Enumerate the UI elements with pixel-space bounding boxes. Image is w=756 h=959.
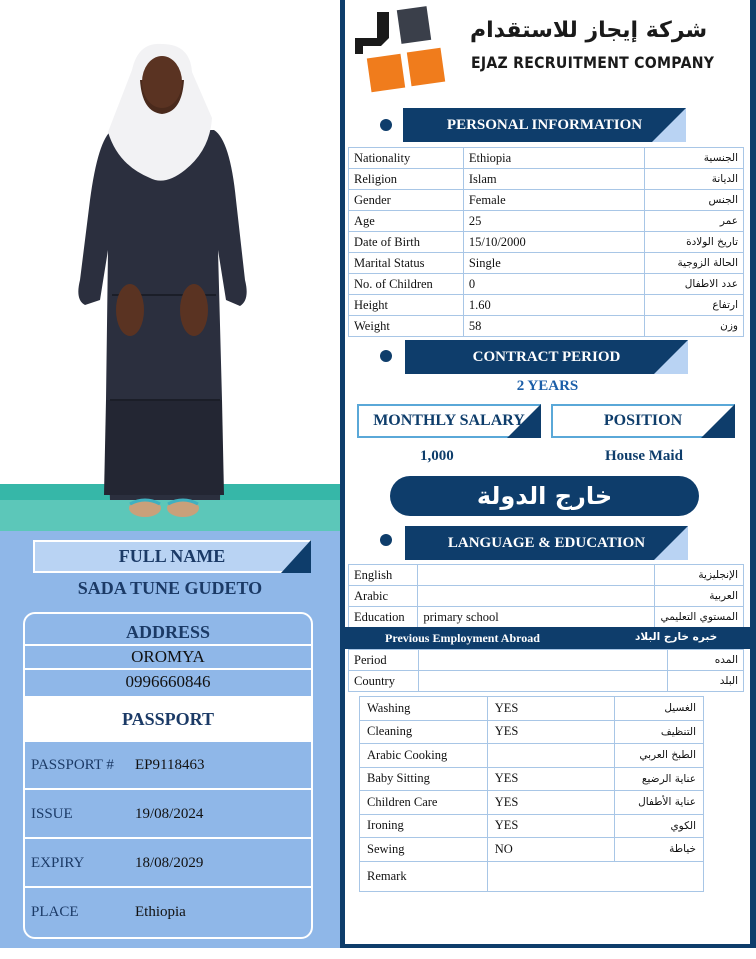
previous-employment-label: Previous Employment Abroad — [385, 631, 540, 645]
row-value — [418, 650, 667, 671]
contract-period-heading — [405, 340, 688, 374]
table-row — [349, 253, 744, 274]
table-row — [349, 232, 744, 253]
skill-label-arabic: الكوي — [615, 814, 704, 838]
row-label: Education — [349, 607, 418, 628]
row-value: Ethiopia — [463, 148, 644, 169]
passport-place-label: PLACE — [31, 903, 79, 920]
row-label: Arabic — [349, 586, 418, 607]
table-row — [349, 190, 744, 211]
previous-employment-label-arabic: خبره خارج البلاد — [635, 631, 718, 643]
bottom-border — [340, 944, 756, 948]
skill-label: Washing — [360, 697, 488, 721]
skill-label-arabic: عناية الرضيع — [615, 767, 704, 791]
row-label: Nationality — [349, 148, 464, 169]
skill-label: Baby Sitting — [360, 767, 488, 791]
row-value: Single — [463, 253, 644, 274]
corner-triangle — [701, 404, 735, 438]
table-row — [360, 697, 704, 721]
address-value: OROMYA — [25, 646, 311, 670]
row-label: No. of Children — [349, 274, 464, 295]
table-row — [360, 720, 704, 744]
skill-label: Cleaning — [360, 720, 488, 744]
row-label-arabic: الديانة — [645, 169, 744, 190]
position-value: House Maid — [605, 448, 683, 464]
row-label: Weight — [349, 316, 464, 337]
row-value — [418, 565, 655, 586]
row-label-arabic: عمر — [645, 211, 744, 232]
row-value: Islam — [463, 169, 644, 190]
skill-value: NO — [487, 838, 614, 862]
passport-place-value: Ethiopia — [135, 903, 186, 920]
abroad-badge: خارج الدولة — [390, 476, 699, 516]
skill-label: Children Care — [360, 791, 488, 815]
corner-triangle — [281, 540, 311, 573]
passport-place-row — [25, 888, 311, 936]
table-row — [349, 586, 744, 607]
table-row — [360, 814, 704, 838]
skill-label-arabic: خياطة — [615, 838, 704, 862]
row-label: Age — [349, 211, 464, 232]
table-row — [360, 767, 704, 791]
row-value: 25 — [463, 211, 644, 232]
position-label-text: POSITION — [603, 412, 683, 429]
skill-label: Arabic Cooking — [360, 744, 488, 768]
skill-label-arabic: الغسيل — [615, 697, 704, 721]
monthly-salary-label-text: MONTHLY SALARY — [373, 412, 525, 429]
corner-triangle — [507, 404, 541, 438]
monthly-salary-label — [357, 404, 541, 438]
row-value — [418, 671, 667, 692]
skill-label: Sewing — [360, 838, 488, 862]
position-label — [551, 404, 735, 438]
previous-employment-table — [348, 649, 744, 692]
skill-value: YES — [487, 720, 614, 744]
table-row — [349, 316, 744, 337]
row-label-arabic: وزن — [645, 316, 744, 337]
candidate-photo-drawing — [0, 0, 340, 531]
corner-triangle — [654, 340, 688, 374]
table-row — [349, 650, 744, 671]
row-label-arabic: عدد الاطفال — [645, 274, 744, 295]
table-row — [349, 211, 744, 232]
contract-period-heading-text: CONTRACT PERIOD — [472, 348, 621, 365]
table-row — [349, 169, 744, 190]
skill-value: YES — [487, 814, 614, 838]
skill-value: YES — [487, 767, 614, 791]
row-label-arabic: الجنس — [645, 190, 744, 211]
row-value — [418, 586, 655, 607]
skill-label-arabic: الطبخ العربي — [615, 744, 704, 768]
row-label: Country — [349, 671, 419, 692]
full-name-value: SADA TUNE GUDETO — [77, 578, 263, 598]
passport-label: PASSPORT — [25, 696, 311, 742]
row-label-arabic: الجنسية — [645, 148, 744, 169]
passport-issue-row — [25, 791, 311, 839]
row-value: 15/10/2000 — [463, 232, 644, 253]
row-label: Period — [349, 650, 419, 671]
bullet-icon — [380, 119, 392, 131]
row-label: Marital Status — [349, 253, 464, 274]
row-label-arabic: المده — [668, 650, 744, 671]
bullet-icon — [380, 350, 392, 362]
company-name-arabic: شركة إيجاز للاستقدام — [470, 18, 708, 43]
personal-info-heading-text: PERSONAL INFORMATION — [446, 116, 643, 133]
skill-label: Ironing — [360, 814, 488, 838]
language-table — [348, 564, 744, 628]
skill-value: YES — [487, 697, 614, 721]
row-label: English — [349, 565, 418, 586]
address-label: ADDRESS — [25, 620, 311, 646]
table-row — [349, 607, 744, 628]
table-row — [360, 861, 704, 891]
table-row — [349, 148, 744, 169]
table-row — [360, 744, 704, 768]
table-row — [349, 274, 744, 295]
bullet-icon — [380, 534, 392, 546]
company-name-english: EJAZ RECRUITMENT COMPANY — [471, 53, 715, 72]
skill-label-arabic: عناية الأطفال — [615, 791, 704, 815]
skill-value: YES — [487, 791, 614, 815]
passport-expiry-row — [25, 840, 311, 888]
previous-employment-heading — [345, 627, 750, 649]
right-border — [750, 0, 756, 948]
row-value: 0 — [463, 274, 644, 295]
passport-number-label: PASSPORT # — [31, 756, 114, 773]
language-education-heading-text: LANGUAGE & EDUCATION — [447, 534, 646, 551]
skill-value — [487, 744, 614, 768]
skills-table — [359, 696, 704, 892]
row-label: Gender — [349, 190, 464, 211]
row-value: primary school — [418, 607, 655, 628]
full-name-label — [33, 540, 311, 573]
table-row — [349, 565, 744, 586]
corner-triangle — [652, 108, 686, 142]
remark-value — [487, 861, 703, 891]
remark-label: Remark — [360, 861, 488, 891]
candidate-photo — [0, 0, 340, 531]
row-value: Female — [463, 190, 644, 211]
row-value: 1.60 — [463, 295, 644, 316]
row-label-arabic: الإنجليزية — [655, 565, 744, 586]
passport-expiry-value: 18/08/2029 — [135, 854, 204, 871]
language-education-heading — [405, 526, 688, 560]
corner-triangle — [654, 526, 688, 560]
contract-period-value: 2 YEARS — [516, 378, 579, 394]
row-label-arabic: المستوي التعليمي — [655, 607, 744, 628]
personal-info-heading — [403, 108, 686, 142]
table-row — [349, 295, 744, 316]
passport-expiry-label: EXPIRY — [31, 854, 85, 871]
full-name-label-text: FULL NAME — [118, 546, 226, 566]
row-value: 58 — [463, 316, 644, 337]
skill-label-arabic: التنظيف — [615, 720, 704, 744]
table-row — [349, 671, 744, 692]
row-label-arabic: الحالة الزوجية — [645, 253, 744, 274]
row-label-arabic: العربية — [655, 586, 744, 607]
passport-issue-value: 19/08/2024 — [135, 805, 204, 822]
table-row — [360, 791, 704, 815]
passport-issue-label: ISSUE — [31, 805, 73, 822]
row-label: Height — [349, 295, 464, 316]
passport-number-value: EP9118463 — [135, 756, 205, 773]
row-label-arabic: تاريخ الولادة — [645, 232, 744, 253]
table-row — [360, 838, 704, 862]
phone-value: 0996660846 — [125, 672, 211, 691]
row-label-arabic: البلد — [668, 671, 744, 692]
passport-number-row — [25, 742, 311, 790]
address-passport-card — [23, 612, 313, 939]
row-label: Religion — [349, 169, 464, 190]
monthly-salary-value: 1,000 — [420, 448, 454, 464]
row-label: Date of Birth — [349, 232, 464, 253]
row-label-arabic: ارتفاع — [645, 295, 744, 316]
company-logo-icon — [355, 4, 450, 96]
personal-info-table — [348, 147, 744, 337]
